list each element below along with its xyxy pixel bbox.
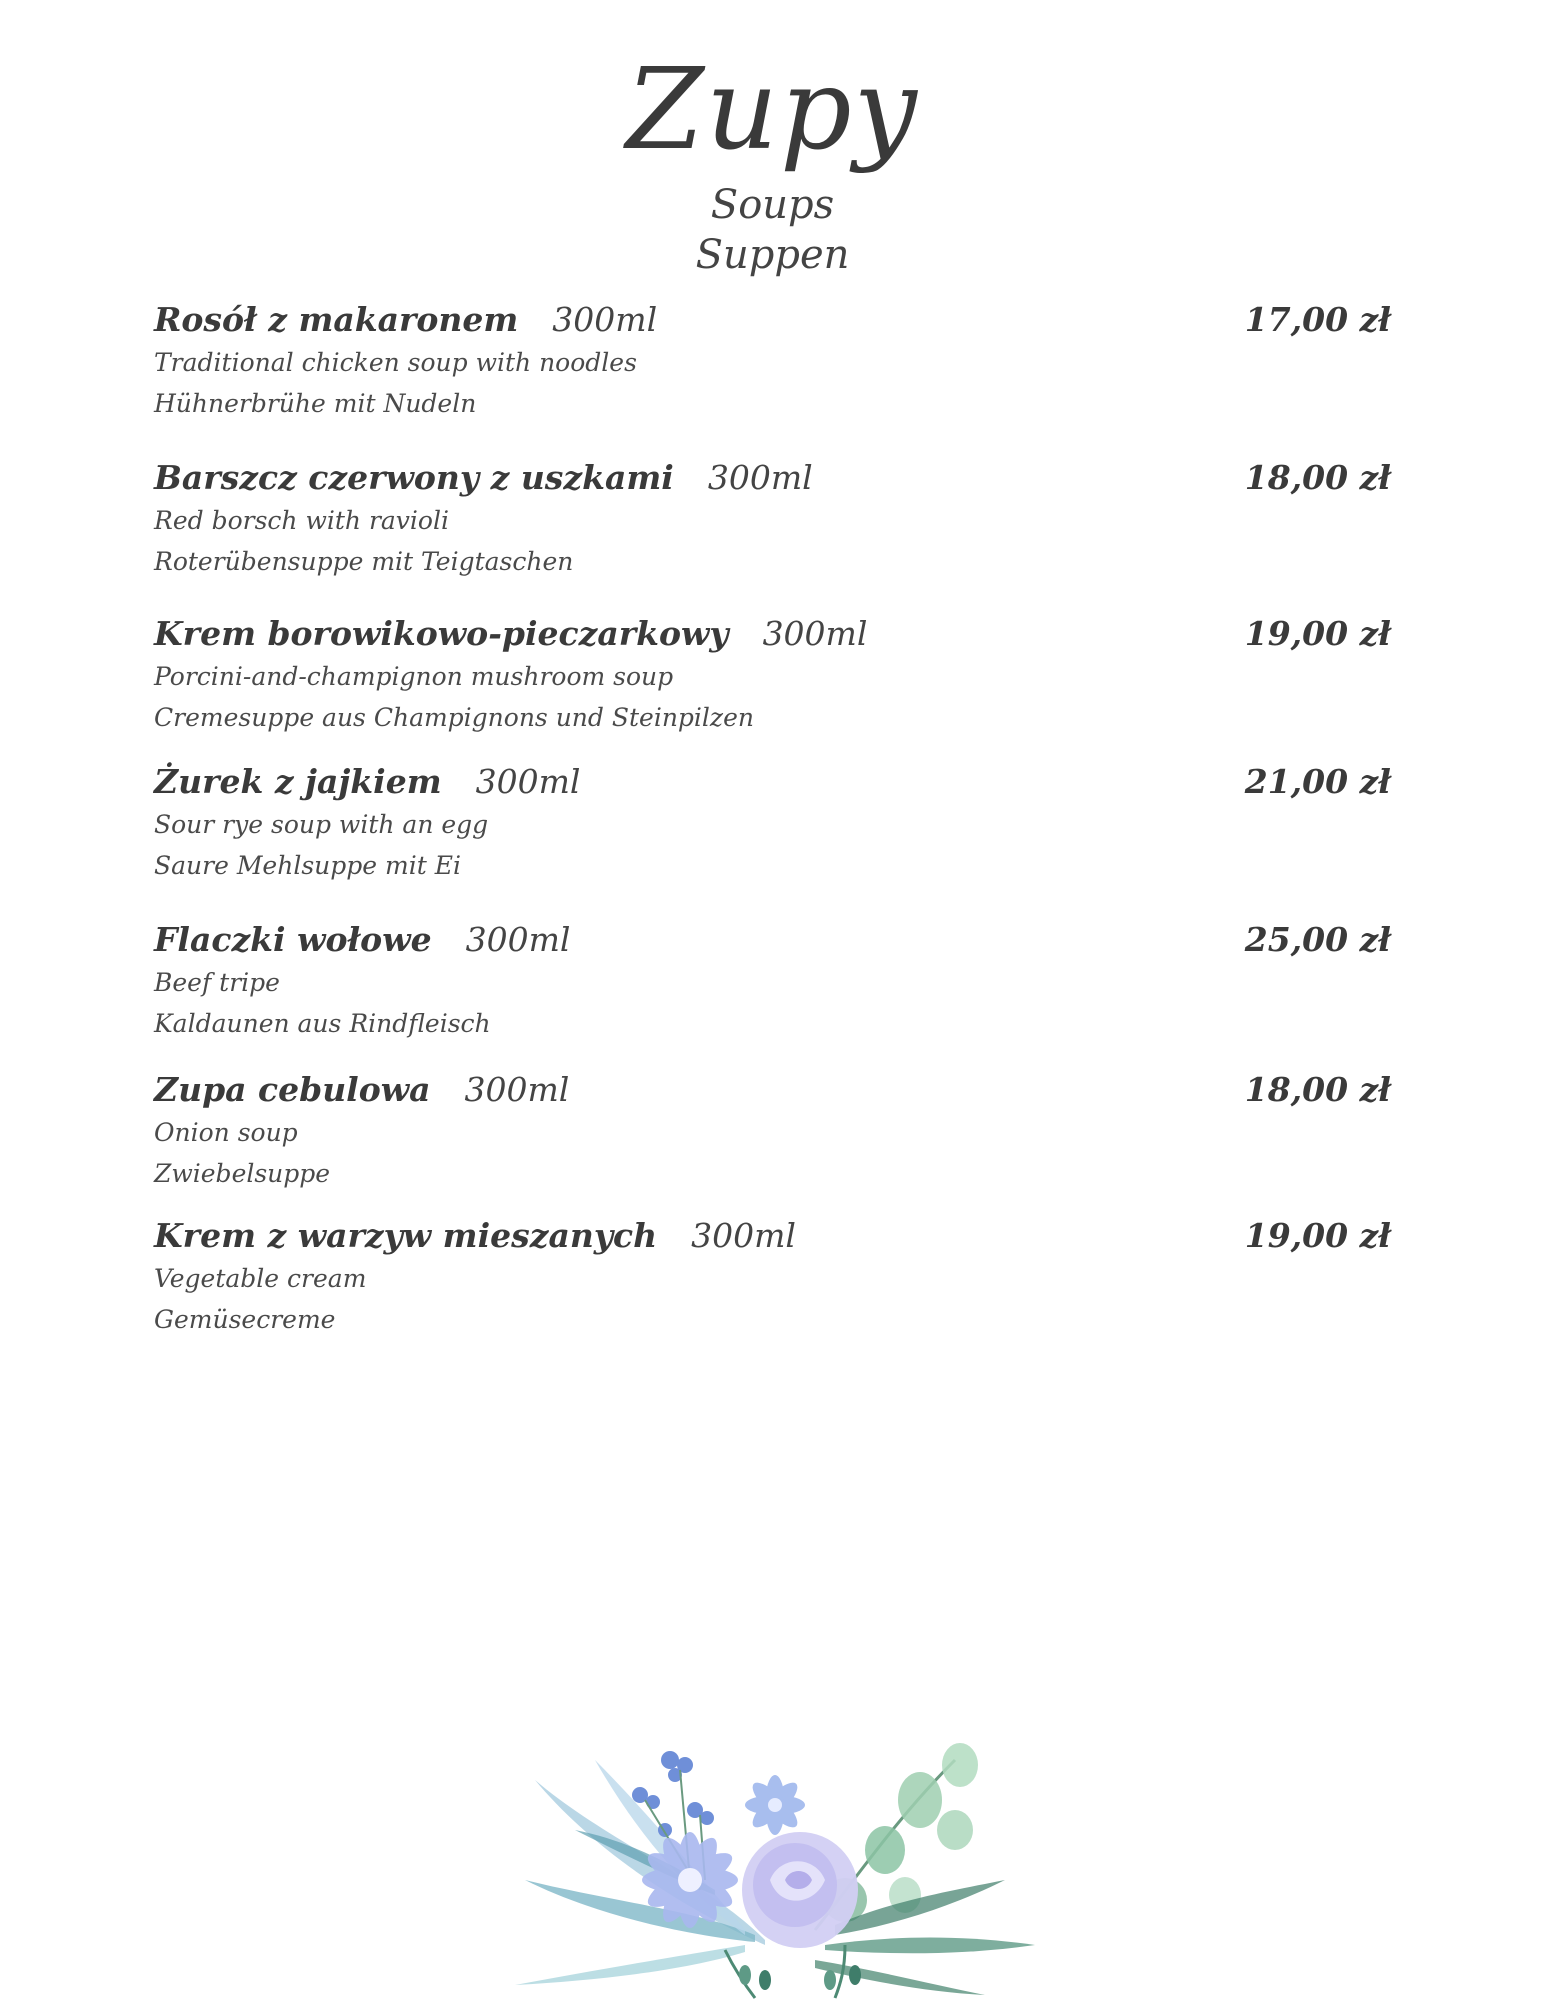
item-name: Krem z warzyw mieszanych [154,1216,658,1255]
menu-item-head [154,760,1391,804]
item-description-english: Sour rye soup with an egg [154,810,489,839]
item-description-german: Zwiebelsuppe [154,1159,331,1188]
item-name: Barszcz czerwony z uszkami [154,458,674,497]
menu-item-head [154,456,1391,500]
menu-item [154,918,1391,1044]
item-name: Flaczki wołowe [154,920,432,959]
item-volume: 300ml [475,762,581,801]
menu-item [154,1068,1391,1194]
item-description-english: Porcini-and-champignon mushroom soup [154,662,674,691]
item-description-english: Beef tripe [154,968,280,997]
item-description-german: Hühnerbrühe mit Nudeln [154,389,477,418]
item-name: Zupa cebulowa [154,1070,431,1109]
menu-item-head [154,612,1391,656]
item-description-english: Traditional chicken soup with noodles [154,348,637,377]
item-name: Krem borowikowo-pieczarkowy [154,614,729,653]
item-price: 18,00 zł [1244,1070,1391,1109]
item-price: 21,00 zł [1244,762,1391,801]
item-description-english: Red borsch with ravioli [154,506,449,535]
item-volume: 300ml [464,1070,570,1109]
item-description-german: Cremesuppe aus Champignons und Steinpilzen [154,703,754,732]
item-description-german: Kaldaunen aus Rindfleisch [154,1009,491,1038]
menu-item [154,1214,1391,1340]
menu-item-head [154,918,1391,962]
item-volume: 300ml [552,300,658,339]
floral-bouquet-illustration [515,1730,1035,2000]
item-description-german: Gemüsecreme [154,1305,336,1334]
item-price: 17,00 zł [1244,300,1391,339]
item-price: 18,00 zł [1244,458,1391,497]
item-volume: 300ml [762,614,868,653]
blue-star-flower-icon [745,1775,805,1835]
menu-item [154,298,1391,424]
menu-item [154,612,1391,738]
item-description-english: Onion soup [154,1118,298,1147]
subtitle-german: Suppen [695,232,850,278]
item-name: Rosół z makaronem [154,300,519,339]
menu-header [0,40,1545,280]
item-name: Żurek z jajkiem [154,762,442,801]
item-volume: 300ml [691,1216,796,1255]
item-description-german: Roterübensuppe mit Teigtaschen [154,547,574,576]
item-description-english: Vegetable cream [154,1264,367,1293]
item-price: 25,00 zł [1244,920,1391,959]
item-price: 19,00 zł [1244,614,1391,653]
rose-flower-icon [742,1832,858,1948]
item-volume: 300ml [707,458,813,497]
item-volume: 300ml [465,920,571,959]
menu-item [154,760,1391,886]
menu-item-head [154,1214,1391,1258]
subtitle-english: Soups [710,182,835,228]
menu-item-head [154,1068,1391,1112]
item-price: 19,00 zł [1244,1216,1391,1255]
menu-item [154,456,1391,582]
page-title: Zupy [626,45,919,175]
item-description-german: Saure Mehlsuppe mit Ei [154,851,461,880]
menu-item-head [154,298,1391,342]
